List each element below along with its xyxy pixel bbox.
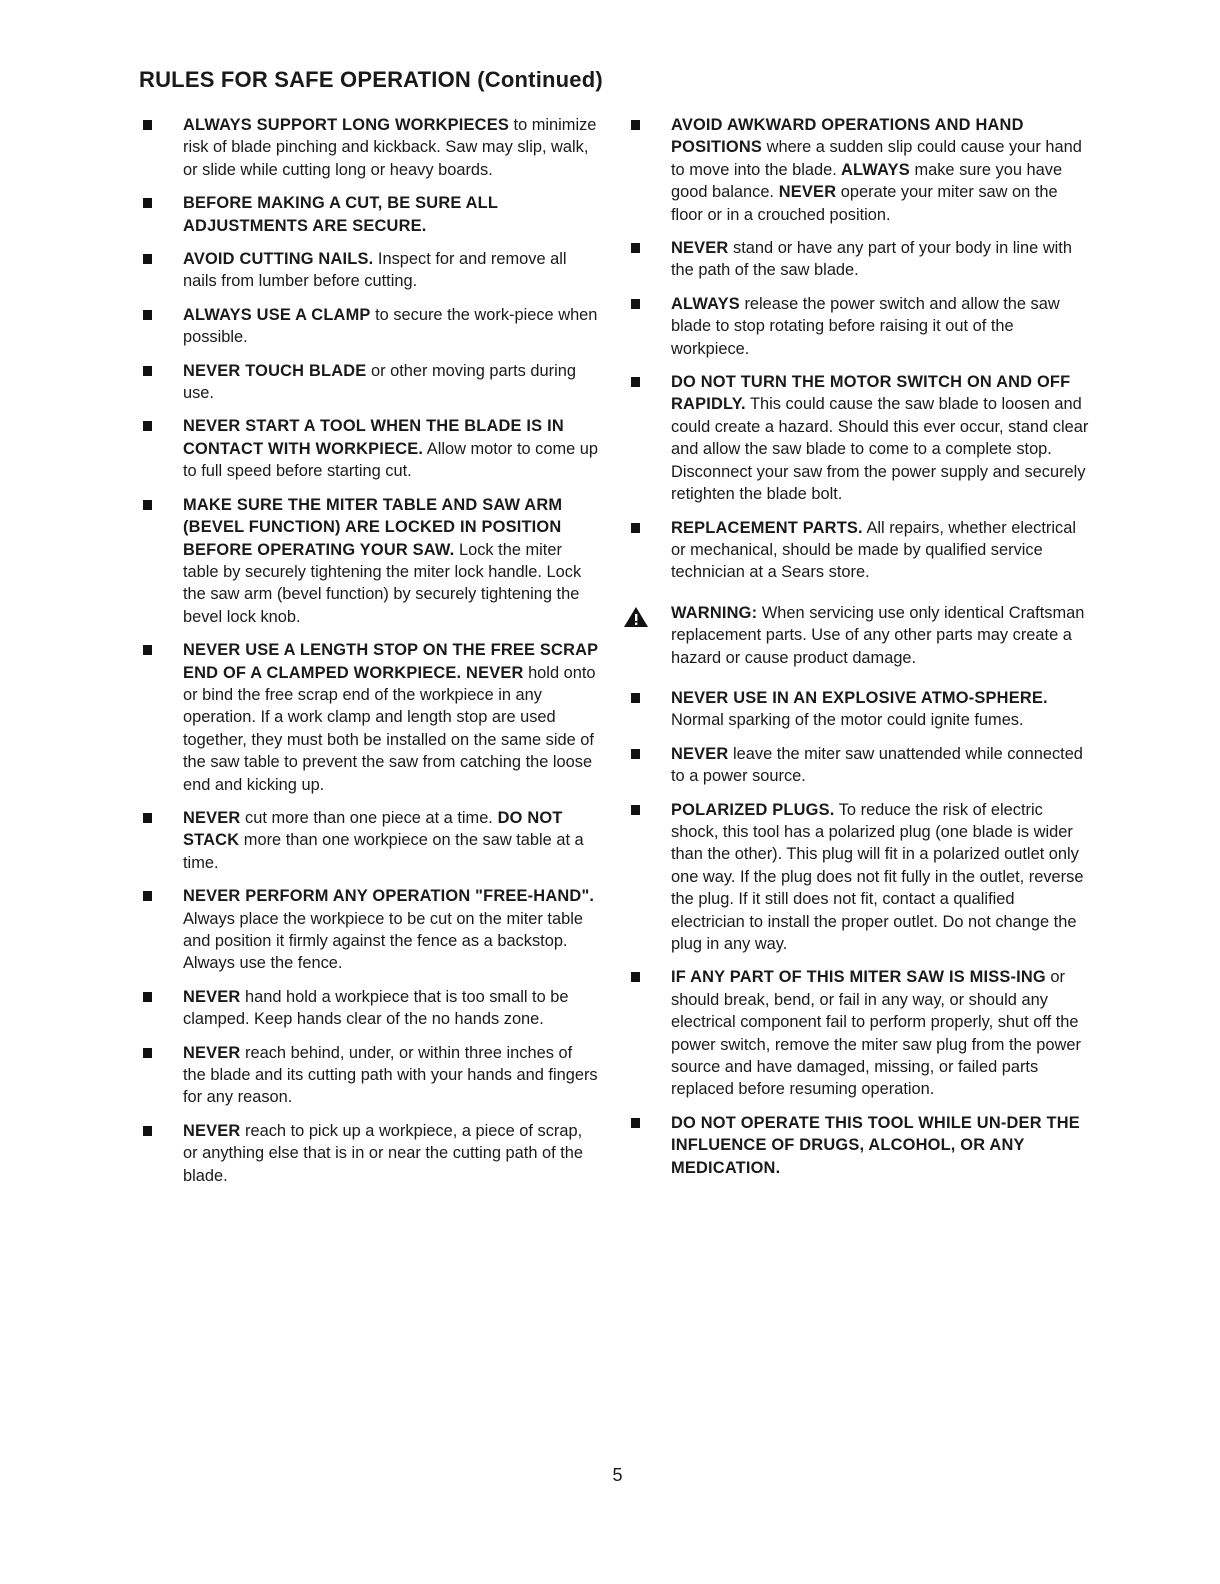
rule-item [139, 1042, 599, 1109]
rule-item [627, 687, 1092, 732]
rule-text: reach behind, under, or within three inches of the blade and its cutting path with your hands and fingers for any reason. [183, 1043, 598, 1107]
rule-lead: NEVER USE A LENGTH STOP ON THE FREE SCRAP END OF A CLAMPED WORKPIECE. [183, 641, 598, 682]
rule-lead: NEVER TOUCH BLADE [183, 361, 367, 380]
square-bullet-icon [143, 254, 152, 264]
rule-item [627, 371, 1092, 505]
square-bullet-icon [631, 805, 640, 815]
rule-lead: DO NOT TURN THE MOTOR SWITCH ON AND OFF RAPIDLY. [671, 373, 1071, 414]
rule-lead: ALWAYS [671, 294, 740, 313]
rule-text: make sure you have good balance. [671, 160, 1063, 202]
rule-text: operate your miter saw on the floor or in a crouched position. [671, 183, 1058, 224]
rule-lead: NEVER [183, 808, 241, 827]
warning-triangle-icon [623, 606, 649, 628]
rule-text: Normal sparking of the motor could ignite fumes. [671, 711, 1024, 730]
square-bullet-icon [143, 310, 152, 320]
square-bullet-icon [631, 523, 640, 533]
rule-item [139, 360, 599, 405]
rule-text: hand hold a workpiece that is too small to be clamped. Keep hands clear of the no hands zone. [183, 987, 569, 1029]
square-bullet-icon [143, 198, 152, 208]
rule-text: to secure the work-piece when possible. [183, 305, 598, 347]
rule-item [627, 799, 1092, 956]
rule-lead: DO NOT STACK [183, 808, 563, 850]
rule-text: to minimize risk of blade pinching and kickback. Saw may slip, walk, or slide while cutting long or heavy boards. [183, 116, 597, 179]
rule-lead: ALWAYS [836, 160, 910, 179]
rule-lead: NEVER PERFORM ANY OPERATION "FREE-HAND". [183, 887, 595, 906]
square-bullet-icon [631, 1118, 640, 1128]
rule-text: Always place the workpiece to be cut on the miter table and position it firmly against the fence as a backstop. Always use the fence. [183, 909, 583, 973]
rule-lead: POLARIZED PLUGS. [671, 800, 835, 819]
rule-text: leave the miter saw unattended while connected to a power source. [671, 744, 1083, 786]
square-bullet-icon [143, 421, 152, 431]
square-bullet-icon [631, 120, 640, 130]
rule-item [627, 517, 1092, 584]
rule-item [627, 743, 1092, 788]
rule-lead: NEVER [671, 744, 729, 763]
rule-text: hold onto or bind the free scrap end of the workpiece in any operation. If a work clamp and length stop are used together, they must both be installed on the same side of the saw table to prevent the saw from catching the loose end and kicking up. [183, 663, 596, 794]
square-bullet-icon [143, 645, 152, 655]
rule-item [139, 1120, 599, 1187]
rule-lead: DO NOT OPERATE THIS TOOL WHILE UN-DER THE INFLUENCE OF DRUGS, ALCOHOL, OR ANY MEDICATION. [671, 1113, 1080, 1177]
rule-text: Lock the miter table by securely tightening the miter lock handle. Lock the saw arm (bevel function) by securely tightening the bevel lock knob. [183, 540, 582, 626]
rule-text: more than one workpiece on the saw table at a time. [183, 831, 584, 872]
square-bullet-icon [143, 891, 152, 901]
rule-lead: IF ANY PART OF THIS MITER SAW IS MISS-ING [671, 968, 1046, 987]
rule-lead: BEFORE MAKING A CUT, BE SURE ALL ADJUSTMENTS ARE SECURE. [183, 194, 498, 235]
square-bullet-icon [631, 749, 640, 759]
rule-text: Inspect for and remove all nails from lumber before cutting. [183, 250, 567, 291]
left-column [139, 114, 599, 1198]
warning-notice [627, 602, 1092, 669]
rule-text: stand or have any part of your body in line with the path of the saw blade. [671, 239, 1072, 280]
square-bullet-icon [631, 693, 640, 703]
square-bullet-icon [143, 120, 152, 130]
rule-item [139, 885, 599, 975]
rule-text: or other moving parts during use. [183, 361, 576, 403]
rule-lead: ALWAYS USE A CLAMP [183, 305, 371, 324]
rule-item [627, 966, 1092, 1100]
rule-lead: NEVER [671, 239, 729, 258]
rule-item [627, 237, 1092, 282]
rule-item [139, 807, 599, 874]
square-bullet-icon [631, 972, 640, 982]
rule-lead: AVOID AWKWARD OPERATIONS AND HAND POSITIONS [671, 116, 1024, 157]
rule-lead: NEVER [183, 1121, 241, 1140]
square-bullet-icon [631, 299, 640, 309]
warning-label: WARNING: [671, 603, 758, 622]
rule-item [139, 304, 599, 349]
square-bullet-icon [143, 1126, 152, 1136]
rule-text: All repairs, whether electrical or mechanical, should be made by qualified service technician at a Sears store. [671, 518, 1076, 582]
rule-lead: NEVER START A TOOL WHEN THE BLADE IS IN CONTACT WITH WORKPIECE. [183, 417, 564, 458]
rule-lead: NEVER [183, 1043, 241, 1062]
square-bullet-icon [143, 813, 152, 823]
square-bullet-icon [631, 377, 640, 387]
rule-text: This could cause the saw blade to loosen and could create a hazard. Should this ever occur, stand clear and allow the saw blade to come to a complete stop. Disconnect your saw from the power supply and securely retighten the blade bolt. [671, 395, 1089, 504]
rule-item [139, 415, 599, 482]
rule-text: reach to pick up a workpiece, a piece of scrap, or anything else that is in or near the cutting path of the blade. [183, 1121, 584, 1185]
rule-text: or should break, bend, or fail in any way, or should any electrical component fail to perform properly, shut off the power switch, remove the miter saw plug from the power source and have damaged, missing, or failed parts replaced before resuming operation. [671, 968, 1081, 1099]
rule-item [139, 192, 599, 237]
rule-item [627, 114, 1092, 226]
right-column [627, 114, 1092, 1190]
rule-item [139, 494, 599, 628]
rule-lead: AVOID CUTTING NAILS. [183, 250, 374, 269]
rule-lead: NEVER [774, 183, 837, 202]
rule-item [627, 1112, 1092, 1179]
rule-item [139, 639, 599, 796]
rule-lead: ALWAYS SUPPORT LONG WORKPIECES [183, 116, 509, 134]
square-bullet-icon [143, 1048, 152, 1058]
square-bullet-icon [143, 992, 152, 1002]
rule-text: Allow motor to come up to full speed before starting cut. [183, 439, 599, 481]
rule-text: where a sudden slip could cause your hand to move into the blade. [671, 138, 1082, 179]
rule-text: cut more than one piece at a time. [240, 808, 493, 827]
rule-lead: NEVER USE IN AN EXPLOSIVE ATMO-SPHERE. [671, 688, 1048, 707]
rule-lead: NEVER [183, 987, 241, 1006]
square-bullet-icon [143, 366, 152, 376]
rule-item [139, 114, 599, 181]
rule-lead: MAKE SURE THE MITER TABLE AND SAW ARM (BEVEL FUNCTION) ARE LOCKED IN POSITION BEFORE OPERATING YOUR SAW. [183, 495, 563, 559]
rule-lead: REPLACEMENT PARTS. [671, 518, 863, 537]
page-title: RULES FOR SAFE OPERATION (Continued) [139, 67, 603, 92]
warning-text: When servicing use only identical Craftsman replacement parts. Use of any other parts may create a hazard or cause product damage. [671, 603, 1085, 667]
page-number: 5 [612, 1465, 623, 1485]
rule-item [139, 986, 599, 1031]
square-bullet-icon [631, 243, 640, 253]
rule-item [627, 293, 1092, 360]
rule-lead: NEVER [461, 663, 524, 682]
square-bullet-icon [143, 500, 152, 510]
rule-text: To reduce the risk of electric shock, this tool has a polarized plug (one blade is wider than the other). This plug will fit in a polarized outlet only one way. If the plug does not fit fully in the outlet, reverse the plug. If it still does not fit, contact a qualified electrician to install the proper outlet. Do not change the plug in any way. [671, 800, 1084, 953]
rule-item [139, 248, 599, 293]
rule-text: release the power switch and allow the saw blade to stop rotating before raising it out of the workpiece. [671, 294, 1060, 358]
